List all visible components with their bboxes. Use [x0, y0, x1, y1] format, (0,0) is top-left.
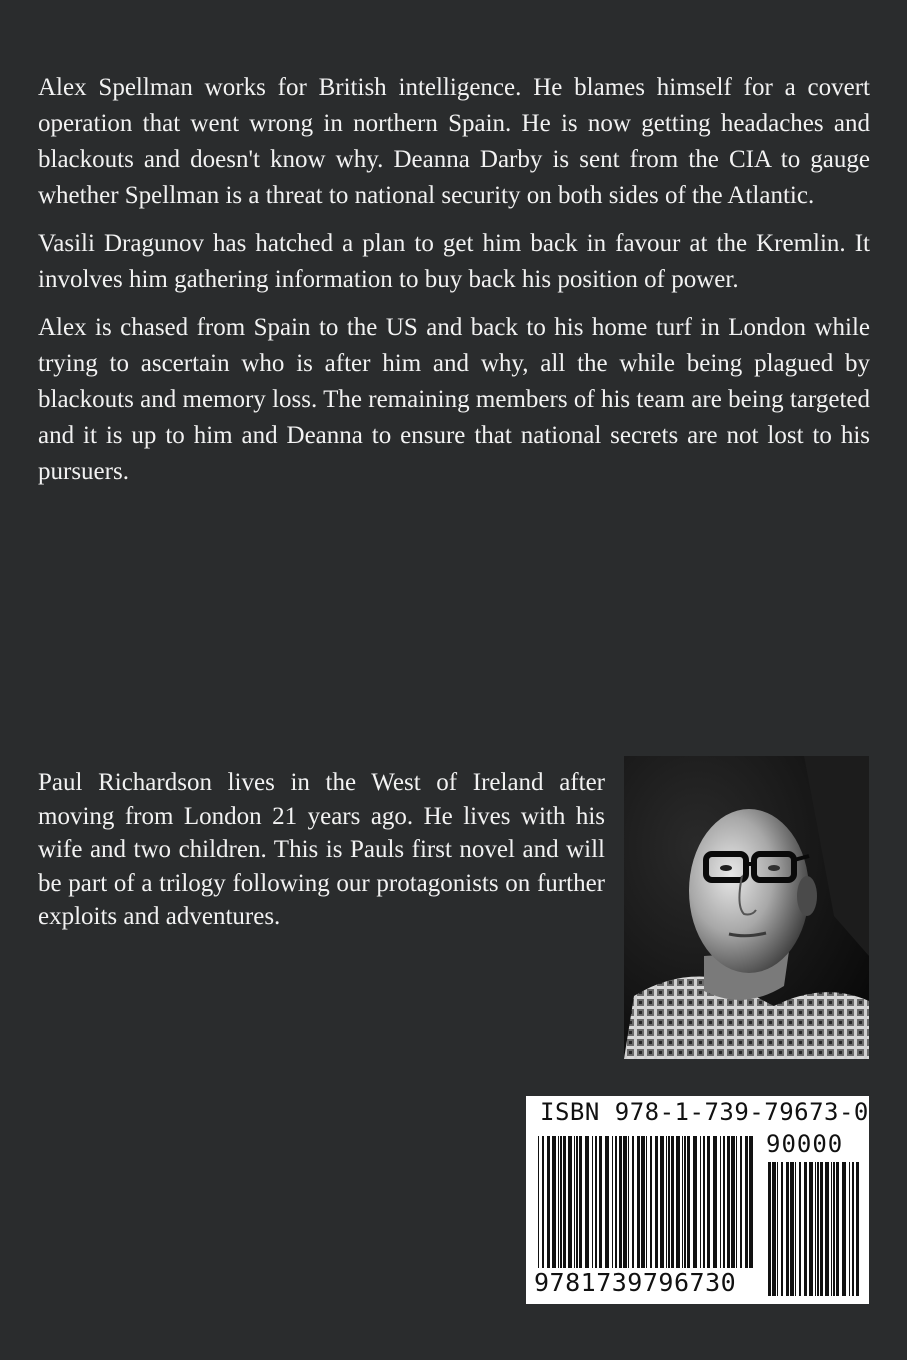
barcode-bar	[781, 1162, 783, 1296]
barcode-bar	[595, 1136, 597, 1268]
book-blurb	[38, 70, 870, 502]
addon-barcode-bars	[766, 1162, 862, 1296]
barcode-bar	[727, 1136, 730, 1268]
blurb-paragraph-3: Alex is chased from Spain to the US and back to his home turf in London while trying to ascertain who is after him and why, all the while being plagued by blackouts and memory loss. The remaining members of his team are being targeted and it is up to him and Deanna to ensure that national secrets are not lost to his pursuers.	[38, 314, 870, 485]
author-bio	[38, 766, 605, 934]
barcode-bar	[605, 1136, 609, 1268]
barcode-bar	[615, 1136, 617, 1268]
barcode-bar	[842, 1162, 846, 1296]
barcode-bar	[731, 1136, 735, 1268]
barcode-bar	[547, 1136, 550, 1268]
barcode-bar	[749, 1136, 753, 1268]
barcode-bar	[723, 1136, 725, 1268]
barcode-bar	[682, 1136, 683, 1268]
barcode-bar	[817, 1162, 819, 1296]
barcode-bar	[836, 1162, 839, 1296]
barcode-bar	[833, 1162, 835, 1296]
barcode-bar	[795, 1162, 796, 1296]
price-addon-code: 90000	[766, 1130, 844, 1158]
barcode-bar	[815, 1162, 816, 1296]
barcode-bar	[707, 1136, 710, 1268]
barcode-bar	[574, 1136, 575, 1268]
barcode-bar	[646, 1136, 647, 1268]
barcode-bar	[790, 1162, 794, 1296]
barcode-bar	[592, 1136, 593, 1268]
barcode-bar	[619, 1136, 622, 1268]
barcode-bar	[720, 1136, 721, 1268]
barcode-bar	[637, 1136, 640, 1268]
barcode-bar	[831, 1162, 832, 1296]
barcode-bar	[703, 1136, 705, 1268]
barcode-bar	[632, 1136, 634, 1268]
barcode-bar	[650, 1136, 652, 1268]
barcode-bar	[740, 1136, 742, 1268]
barcode-bar	[641, 1136, 645, 1268]
barcode-bar	[558, 1136, 559, 1268]
barcode-bar	[745, 1136, 748, 1268]
barcode-bar	[772, 1162, 776, 1296]
barcode-bar	[623, 1136, 627, 1268]
barcode-bar	[668, 1136, 670, 1268]
barcode-bar	[655, 1136, 658, 1268]
barcode-bar	[852, 1162, 854, 1296]
barcode-bar	[576, 1136, 578, 1268]
barcode-bar	[786, 1162, 789, 1296]
barcode-bar	[552, 1136, 556, 1268]
barcode-bar	[700, 1136, 701, 1268]
barcode-bar	[825, 1162, 829, 1296]
barcode-bar	[560, 1136, 562, 1268]
barcode-bar	[693, 1136, 697, 1268]
blurb-paragraph-2: Vasili Dragunov has hatched a plan to get him back in favour at the Kremlin. It involves him gathering information to buy back his position of power.	[38, 230, 870, 293]
barcode-bar	[585, 1136, 589, 1268]
blurb-paragraph-1: Alex Spellman works for British intelligence. He blames himself for a covert operation that went wrong in northern Spain. He is now getting headaches and blackouts and doesn't know why. Deanna Darby is sent from the CIA to gauge whether Spellman is a threat to national security on both sides of the Atlantic.	[38, 74, 870, 209]
barcode-bar	[687, 1136, 690, 1268]
barcode-bar	[856, 1162, 859, 1296]
barcode-bar	[628, 1136, 629, 1268]
barcode-bar	[777, 1162, 778, 1296]
barcode-bar	[849, 1162, 850, 1296]
isbn-label: ISBN 978-1-739-79673-0	[540, 1098, 869, 1126]
barcode-bar	[563, 1136, 566, 1268]
barcode-bar	[799, 1162, 801, 1296]
barcode-bar	[684, 1136, 686, 1268]
barcode-bar	[804, 1162, 807, 1296]
barcode-bar	[568, 1136, 572, 1268]
isbn-barcode	[526, 1096, 869, 1304]
author-photo	[624, 756, 869, 1059]
barcode-bar	[820, 1162, 823, 1296]
barcode-bar	[713, 1136, 717, 1268]
barcode-bar	[599, 1136, 602, 1268]
ean-digits: 9781739796730	[534, 1268, 737, 1297]
author-bio-text: Paul Richardson lives in the West of Ireland after moving from London 21 years ago. He lives with his wife and two children. This is Pauls first novel and will be part of a trilogy following our protagonists on further exploits and adventures.	[38, 769, 605, 930]
barcode-bar	[676, 1136, 680, 1268]
barcode-bar	[612, 1136, 613, 1268]
barcode-bar	[736, 1136, 737, 1268]
barcode-bar	[579, 1136, 582, 1268]
barcode-bar	[671, 1136, 674, 1268]
barcode-bar	[809, 1162, 813, 1296]
barcode-bar	[768, 1162, 771, 1296]
